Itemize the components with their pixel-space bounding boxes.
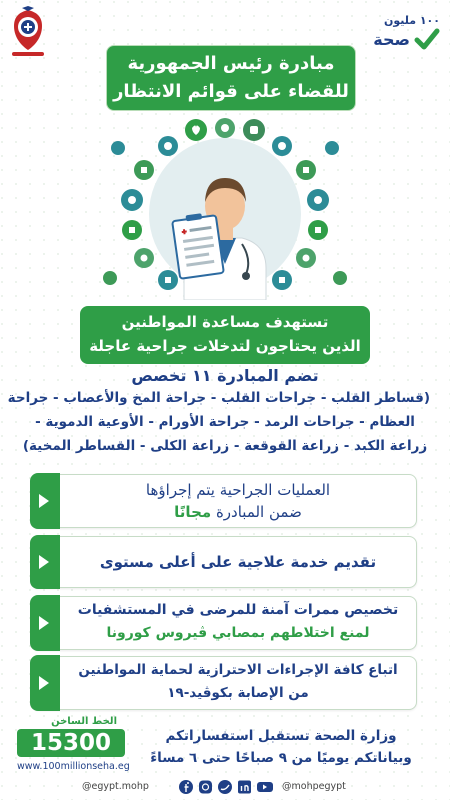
- social-handle-right[interactable]: @mohpegypt: [282, 781, 346, 792]
- title-line-2: للقضاء على قوائم الانتظار: [113, 81, 349, 102]
- website-link[interactable]: www.100millionseha.eg: [17, 761, 130, 772]
- ministry-logo: [8, 6, 48, 58]
- brand-bottom-text: صحة: [373, 30, 410, 49]
- card-3-line-1: تخصيص ممرات آمنة للمرضى في المستشفيات: [77, 602, 399, 618]
- card-1-line-1: العمليات الجراحية يتم إجراؤها: [145, 481, 331, 499]
- info-line-2: وبياناتكم يوميًا من ٩ صباحًا حتى ٦ مساءً: [150, 750, 412, 766]
- title-banner: [106, 45, 356, 111]
- check-icon: [414, 28, 440, 50]
- hotline-label: الخط الساخن: [51, 716, 117, 727]
- brand-top-text: ١٠٠ مليون: [383, 14, 440, 27]
- card-arrow-icon: [30, 473, 60, 529]
- title-line-1: مبادرة رئيس الجمهورية: [127, 53, 335, 74]
- social-handle-left[interactable]: @egypt.mohp: [82, 781, 149, 792]
- specialties-line-1: (قساطر القلب - جراحات القلب - جراحة المخ والأعصاب - جراحة: [7, 390, 430, 406]
- card-1-line-2: [66, 503, 410, 521]
- card-4-line-2: من الإصابة بكوڤيد-١٩: [167, 685, 309, 701]
- instagram-icon[interactable]: [199, 781, 212, 794]
- specialties-line-3: زراعة الكبد - زراعة القوقعة - زراعة الكلى - القساطر المخية): [22, 438, 428, 454]
- twitter-icon[interactable]: [218, 780, 232, 794]
- social-icons: [178, 779, 278, 795]
- card-arrow-icon: [30, 535, 60, 589]
- facebook-icon[interactable]: [179, 780, 193, 794]
- card-3-line-2: لمنع اختلاطهم بمصابي ڤيروس كورونا: [106, 625, 370, 641]
- card-arrow-icon: [30, 595, 60, 651]
- specialties-line-2: العظام - جراحات الرمد - جراحة الأورام - الأوعية الدموية -: [35, 414, 415, 430]
- social-bar: [82, 779, 372, 795]
- card-precautions: [31, 656, 417, 710]
- subtitle-line-1: تستهدف مساعدة المواطنين: [121, 313, 329, 331]
- ministry-of-health-logo-icon: [8, 6, 48, 58]
- card-free-surgeries: [31, 474, 417, 528]
- card-4-line-1: اتباع كافة الإجراءات الاحترازية لحماية المواطنين: [78, 662, 398, 678]
- card-1-emphasis: مجانًا: [174, 503, 212, 521]
- card-arrow-icon: [30, 655, 60, 711]
- hero-illustration: [96, 118, 354, 300]
- brand-logo: [348, 14, 440, 50]
- subtitle-banner: [80, 306, 370, 364]
- info-line-1: وزارة الصحة تستقبل استفساراتكم: [165, 728, 397, 744]
- card-safe-corridors: [31, 596, 417, 650]
- youtube-icon[interactable]: [257, 782, 273, 792]
- subtitle-line-2: الذين يحتاجون لتدخلات جراحية عاجلة: [89, 337, 361, 355]
- card-high-level-service: [31, 536, 417, 588]
- card-2-line-1: تقديم خدمة علاجية على أعلى مستوى: [99, 553, 377, 571]
- hotline-number[interactable]: 15300: [17, 729, 125, 757]
- card-1-line-2-prefix: ضمن المبادرة: [211, 503, 302, 521]
- specialties-heading: تضم المبادرة ١١ تخصص: [131, 366, 319, 385]
- linkedin-icon[interactable]: [238, 781, 251, 794]
- hotline-block: [17, 716, 130, 776]
